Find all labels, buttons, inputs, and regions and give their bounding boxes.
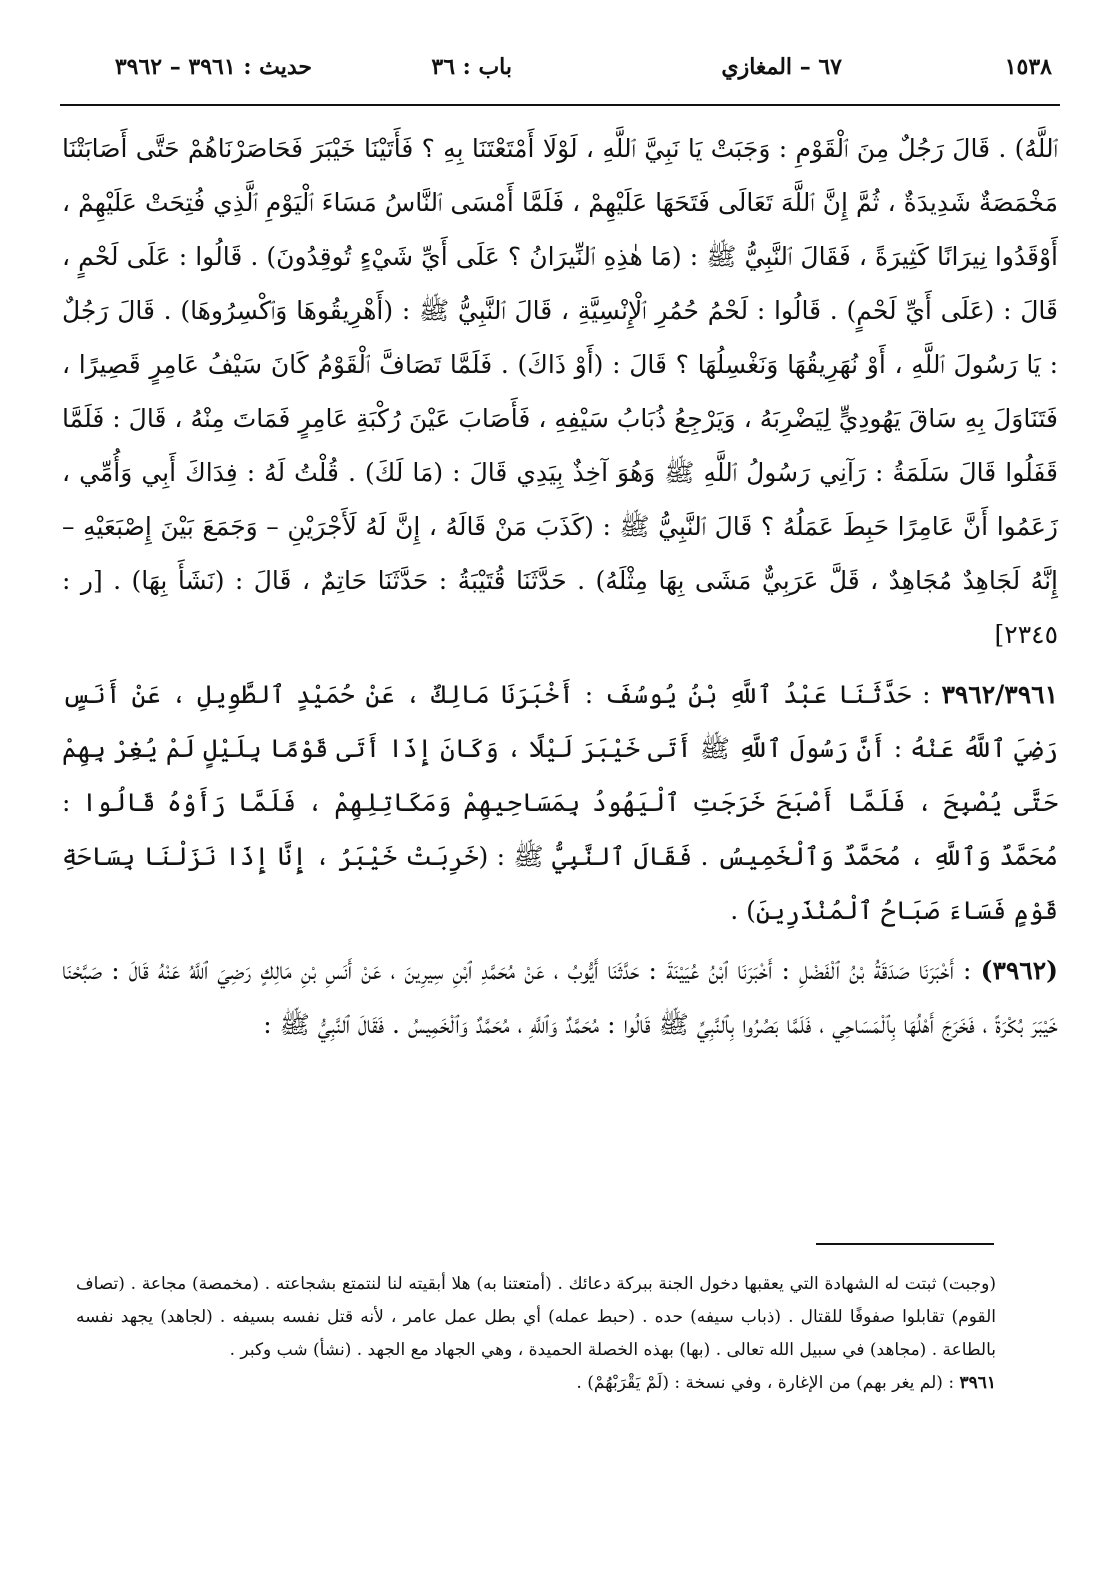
hadith-range: حديث : ٣٩٦١ – ٣٩٦٢: [114, 54, 312, 80]
paragraph-hadith-3961: [62, 668, 1058, 938]
paragraph-hadith-3962: [62, 944, 1058, 1052]
footnote-glossary: (وجبت) ثبتت له الشهادة التي يعقبها دخول الجنة ببركة دعائك . (أمتعتنا به) هلا أبقيته لنا لنتمتع بشجاعته . (مخمصة) مجاعة . (تصاف القوم) تقابلوا صفوفًا للقتال . (ذباب سيفه) حده . (حبط عمله) أي بطل عمل عامر ، لأنه قتل نفسه بسيفه . (لجاهد) يجهد نفسه بالطاعة . (مجاهد) في سبيل الله تعالى . (بها) بهذه الخصلة الحميدة ، وهي الجهاد مع الجهد . (نشأ) شب وكبر .: [76, 1274, 996, 1360]
footnote-3961: [76, 1367, 996, 1400]
footnote-text: : (لم يغر بهم) من الإغارة ، وفي نسخة : (لَمْ يَقْرَبْهُمْ) .: [576, 1373, 960, 1393]
chapter-title: ٦٧ – المغازي: [721, 54, 842, 80]
running-header: [60, 46, 1052, 92]
footnote-number: ٣٩٦١: [959, 1373, 996, 1393]
hadith-text: : حَدَّثَنَا عَبْدُ ٱللَّهِ بْنُ يُوسُفَ : أَخْبَرَنَا مَالِكٌ ، عَنْ حُمَيْدٍ ٱلطَّوِيلِ ، عَنْ أَنَسٍ رَضِيَ ٱللَّهُ عَنْهُ : أَنَّ رَسُولَ ٱللَّهِ ﷺ أَتَى خَيْبَرَ لَيْلًا ، وَكَانَ إِذَا أَتَى قَوْمًا بِلَيْلٍ لَمْ يُغِرْ بِهِمْ حَتَّى يُصْبِحَ ، فَلَمَّا أَصْبَحَ خَرَجَتِ ٱلْيَهُودُ بِمَسَاحِيهِمْ وَمَكَاتِلِهِمْ ، فَلَمَّا رَأَوْهُ قَالُوا : مُحَمَّدٌ وَٱللَّهِ ، مُحَمَّدٌ وَٱلْخَمِيسُ . فَقَالَ ٱلنَّبِيُّ ﷺ : (خَرِبَتْ خَيْبَرُ ، إِنَّا إِذَا نَزَلْنَا بِسَاحَةِ قَوْمٍ فَسَاءَ صَبَاحُ ٱلْمُنْذَرِينَ) .: [62, 680, 1058, 925]
main-text: [62, 122, 1058, 1052]
hadith-text: : أَخْبَرَنَا صَدَقَةُ بْنُ ٱلْفَضْلِ : أَخْبَرَنَا ٱبْنُ عُيَيْنَةَ : حَدَّثَنَا أَيُّوبُ ، عَنْ مُحَمَّدِ ٱبْنِ سِيرِينَ ، عَنْ أَنَسِ بْنِ مَالِكٍ رَضِيَ ٱللَّهُ عَنْهُ قَالَ : صَبَّحْنَا خَيْبَرَ بُكْرَةً ، فَخَرَجَ أَهْلُهَا بِٱلْمَسَاحِي ، فَلَمَّا بَصُرُوا بِٱلنَّبِيِّ ﷺ قَالُوا : مُحَمَّدٌ وَٱللَّهِ ، مُحَمَّدٌ وَٱلْخَمِيسُ . فَقَالَ ٱلنَّبِيُّ ﷺ :: [62, 956, 1058, 1039]
footnote-divider: [816, 1243, 994, 1245]
header-divider: [60, 104, 1060, 106]
footnotes: [76, 1268, 996, 1400]
hadith-number: (٣٩٦٢): [980, 956, 1058, 985]
paragraph-continuation: ٱللَّهُ) . قَالَ رَجُلٌ مِنَ ٱلْقَوْمِ : وَجَبَتْ يَا نَبِيَّ ٱللَّهِ ، لَوْلَا أَمْتَعْتَنَا بِهِ ؟ فَأَتَيْنَا خَيْبَرَ فَحَاصَرْنَاهُمْ حَتَّى أَصَابَتْنَا مَخْمَصَةٌ شَدِيدَةٌ ، ثُمَّ إِنَّ ٱللَّهَ تَعَالَى فَتَحَهَا عَلَيْهِمْ ، فَلَمَّا أَمْسَى ٱلنَّاسُ مَسَاءَ ٱلْيَوْمِ ٱلَّذِي فُتِحَتْ عَلَيْهِمْ ، أَوْقَدُوا نِيرَانًا كَثِيرَةً ، فَقَالَ ٱلنَّبِيُّ ﷺ : (مَا هٰذِهِ ٱلنِّيرَانُ ؟ عَلَى أَيِّ شَيْءٍ تُوقِدُونَ) . قَالُوا : عَلَى لَحْمٍ ، قَالَ : (عَلَى أَيِّ لَحْمٍ) . قَالُوا : لَحْمُ حُمُرِ ٱلْإِنْسِيَّةِ ، قَالَ ٱلنَّبِيُّ ﷺ : (أَهْرِيقُوهَا وَٱكْسِرُوهَا) . قَالَ رَجُلٌ : يَا رَسُولَ ٱللَّهِ ، أَوْ نُهَرِيقُهَا وَنَغْسِلُهَا ؟ قَالَ : (أَوْ ذَاكَ) . فَلَمَّا تَصَافَّ ٱلْقَوْمُ كَانَ سَيْفُ عَامِرٍ قَصِيرًا ، فَتَنَاوَلَ بِهِ سَاقَ يَهُودِيٍّ لِيَضْرِبَهُ ، وَيَرْجِعُ ذُبَابُ سَيْفِهِ ، فَأَصَابَ عَيْنَ رُكْبَةِ عَامِرٍ فَمَاتَ مِنْهُ ، قَالَ : فَلَمَّا قَفَلُوا قَالَ سَلَمَةُ : رَآنِي رَسُولُ ٱللَّهِ ﷺ وَهُوَ آخِذٌ بِيَدِي قَالَ : (مَا لَكَ) . قُلْتُ لَهُ : فِدَاكَ أَبِي وَأُمِّي ، زَعَمُوا أَنَّ عَامِرًا حَبِطَ عَمَلُهُ ؟ قَالَ ٱلنَّبِيُّ ﷺ : (كَذَبَ مَنْ قَالَهُ ، إِنَّ لَهُ لَأَجْرَيْنِ – وَجَمَعَ بَيْنَ إِصْبَعَيْهِ – إِنَّهُ لَجَاهِدٌ مُجَاهِدٌ ، قَلَّ عَرَبِيٌّ مَشَى بِهَا مِثْلَهُ) . حَدَّثَنَا قُتَيْبَةُ : حَدَّثَنَا حَاتِمٌ ، قَالَ : (نَشَأَ بِهَا) . [ر : ٢٣٤٥]: [62, 134, 1058, 649]
hadith-number: ٣٩٦٢/٣٩٦١: [941, 680, 1058, 709]
page-number: ١٥٣٨: [1004, 54, 1052, 80]
bab-number: باب : ٣٦: [431, 54, 512, 80]
